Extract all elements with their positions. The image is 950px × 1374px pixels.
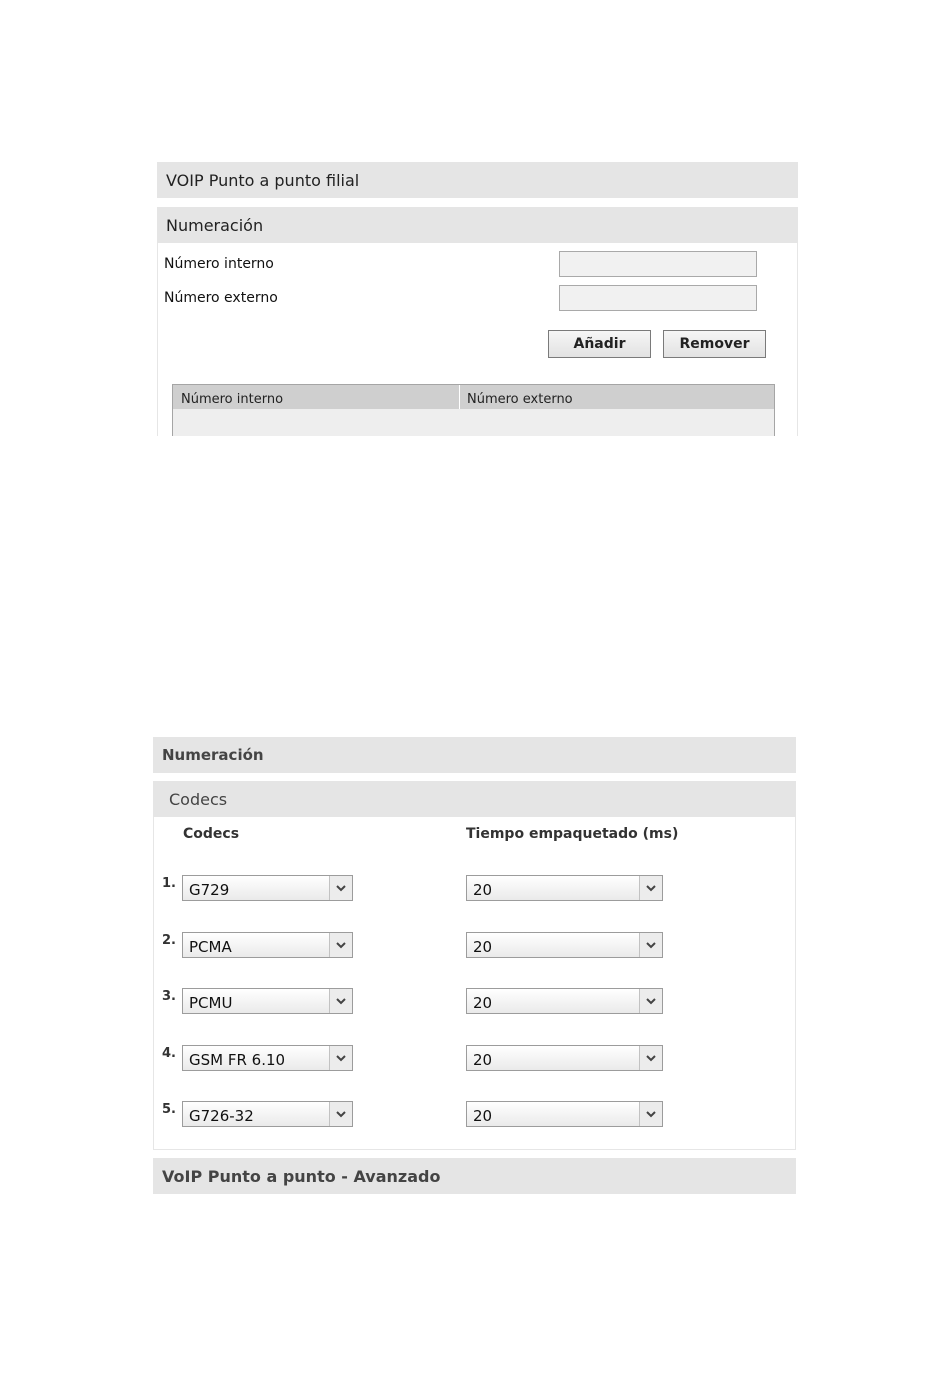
internal-number-label: Número interno (164, 256, 274, 272)
codec-select-3[interactable] (182, 988, 353, 1014)
codec-select-1[interactable] (182, 875, 353, 901)
packet-time-select-value: 20 (473, 881, 493, 899)
chevron-down-icon[interactable] (639, 1102, 662, 1126)
packet-time-select-value: 20 (473, 1051, 493, 1069)
chevron-down-icon[interactable] (639, 989, 662, 1013)
packet-time-select-2[interactable] (466, 932, 663, 958)
packet-time-select-value: 20 (473, 1107, 493, 1125)
codec-select-2[interactable] (182, 932, 353, 958)
row-number: 3. (162, 989, 176, 1004)
table-header (173, 385, 774, 409)
section-title: Codecs (169, 789, 228, 809)
table-header-internal[interactable]: Número interno (181, 392, 284, 407)
row-number: 4. (162, 1046, 176, 1061)
section-title: Numeración (166, 215, 264, 235)
packet-time-select-value: 20 (473, 938, 493, 956)
codec-select-value: G726-32 (189, 1107, 254, 1125)
number-mapping-table (172, 384, 775, 436)
section-header-numeracion[interactable] (157, 207, 798, 243)
external-number-input[interactable] (559, 285, 757, 311)
add-button[interactable]: Añadir (548, 330, 651, 358)
packet-time-select-3[interactable] (466, 988, 663, 1014)
remove-button[interactable]: Remover (663, 330, 766, 358)
codec-select-value: PCMA (189, 938, 232, 956)
codec-select-4[interactable] (182, 1045, 353, 1071)
internal-number-input[interactable] (559, 251, 757, 277)
codec-select-5[interactable] (182, 1101, 353, 1127)
section-title: VoIP Punto a punto - Avanzado (162, 1166, 441, 1186)
chevron-down-icon[interactable] (639, 876, 662, 900)
section-header-avanzado[interactable] (153, 1158, 796, 1194)
codec-select-value: G729 (189, 881, 230, 899)
row-number: 2. (162, 933, 176, 948)
packet-time-select-value: 20 (473, 994, 493, 1012)
packet-time-select-5[interactable] (466, 1101, 663, 1127)
panel-title: VOIP Punto a punto filial (166, 170, 360, 190)
chevron-down-icon[interactable] (639, 933, 662, 957)
column-divider (459, 385, 460, 409)
panel-title-bar (157, 162, 798, 198)
table-header-external[interactable]: Número externo (467, 392, 573, 407)
codec-select-value: PCMU (189, 994, 233, 1012)
codecs-column-title: Codecs (183, 826, 240, 842)
chevron-down-icon[interactable] (329, 1046, 352, 1070)
external-number-label: Número externo (164, 290, 278, 306)
chevron-down-icon[interactable] (329, 1102, 352, 1126)
packet-time-select-4[interactable] (466, 1045, 663, 1071)
chevron-down-icon[interactable] (329, 989, 352, 1013)
chevron-down-icon[interactable] (639, 1046, 662, 1070)
row-number: 5. (162, 1102, 176, 1117)
section-header-codecs[interactable] (153, 781, 796, 817)
codec-select-value: GSM FR 6.10 (189, 1051, 286, 1069)
packet-time-column-title: Tiempo empaquetado (ms) (466, 826, 679, 842)
section-title: Numeración (162, 746, 264, 764)
section-header-numeracion-collapsed[interactable] (153, 737, 796, 773)
chevron-down-icon[interactable] (329, 876, 352, 900)
row-number: 1. (162, 876, 176, 891)
chevron-down-icon[interactable] (329, 933, 352, 957)
packet-time-select-1[interactable] (466, 875, 663, 901)
